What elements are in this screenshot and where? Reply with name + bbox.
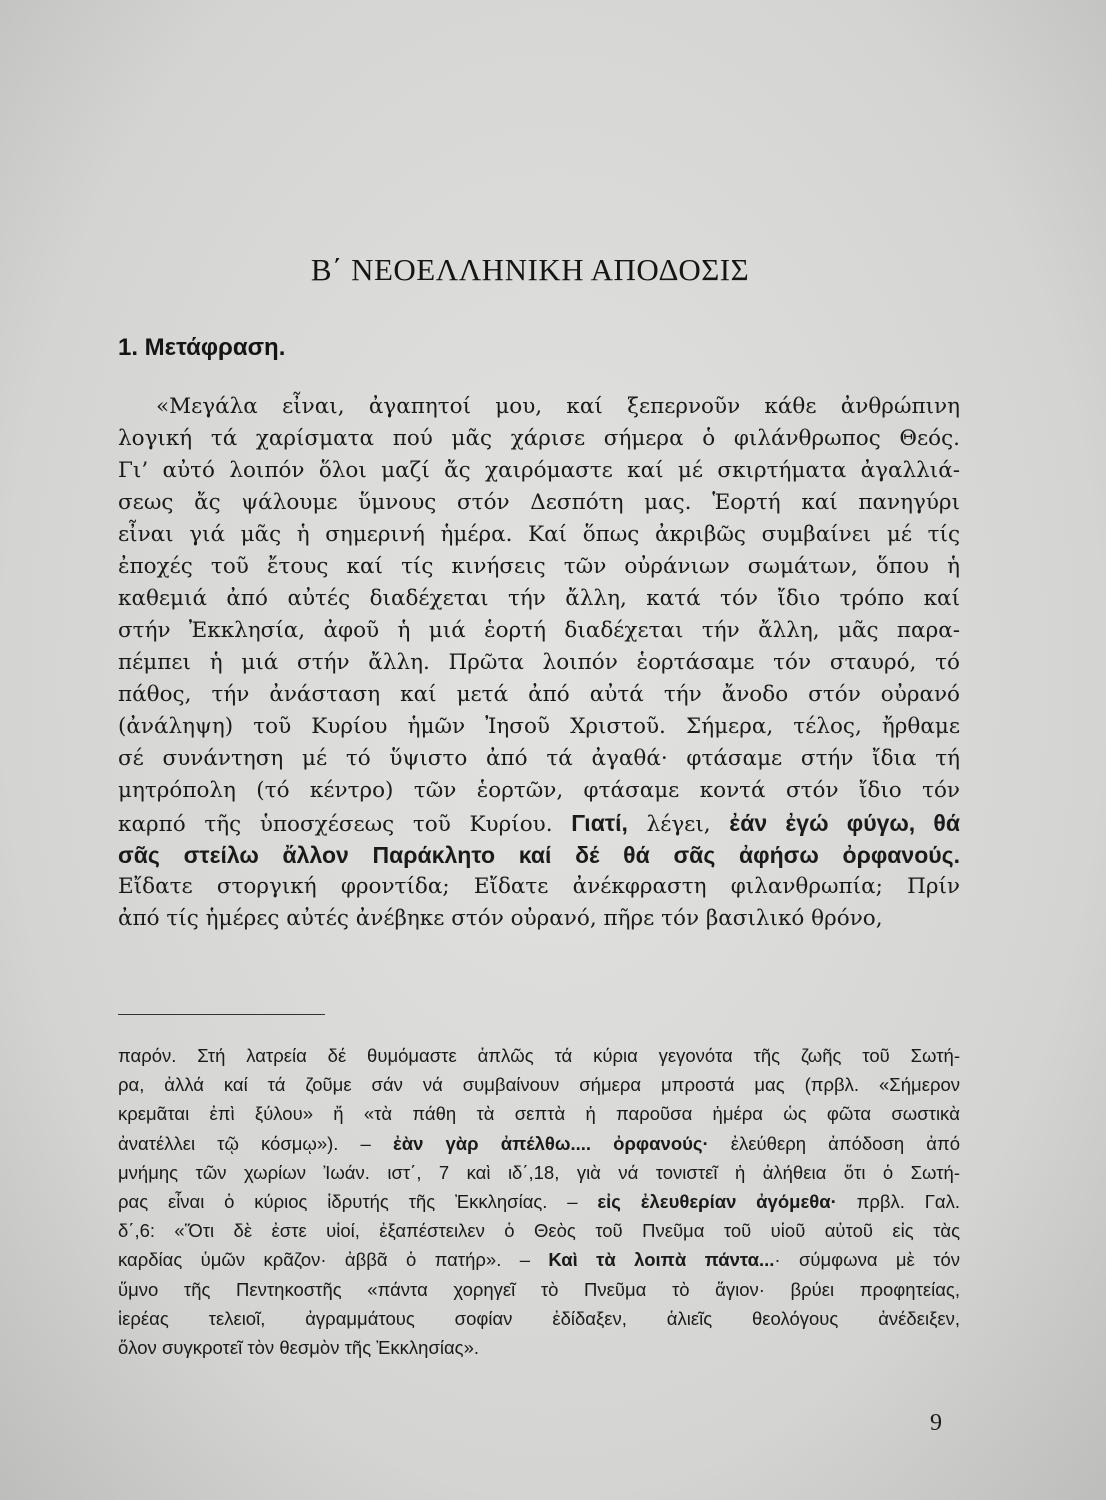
text-line [118,487,960,519]
text-line [118,455,960,487]
text-segment: μνήμης τῶν χωρίων Ἰωάν. ιστ΄, 7 καὶ ιδ΄,18, γιὰ νά τονιστεῖ ἡ ἀλήθεια ὅτι ὁ Σωτή- [118,1161,960,1183]
footnote-line [118,1158,960,1187]
footnote-line [118,1333,960,1362]
text-segment: (ἀνάληψη) τοῦ Κυρίου ἡμῶν Ἰησοῦ Χριστοῦ. Σήμερα, τέλος, ἤρθαμε [118,714,960,739]
footnote-line [118,1245,960,1274]
footnote-line [118,1187,960,1216]
text-segment: ρας εἶναι ὁ κύριος ἱδρυτής τῆς Ἐκκλησίας. – [118,1190,598,1212]
text-line [118,423,960,455]
text-segment: ρα, ἀλλά καί τά ζοῦμε σάν νά συμβαίνουν σήμερα μπροστά μας (πρβλ. «Σήμερον [118,1074,960,1096]
text-segment: λέγει, [627,812,730,837]
text-line [118,743,960,775]
text-segment: λογική τά χαρίσματα πού μᾶς χάρισε σήμερα ὁ φιλάνθρωπος Θεός. [118,426,960,451]
text-line [118,647,960,679]
text-segment: στήν Ἐκκλησία, ἀφοῦ ἡ μιά ἑορτή διαδέχεται τήν ἄλλη, μᾶς παρα- [118,618,960,643]
text-line [118,551,960,583]
text-segment: ἀνατέλλει τῷ κόσμῳ»). – [118,1132,393,1154]
text-segment: «Μεγάλα εἶναι, ἀγαπητοί μου, καί ξεπερνοῦν κάθε ἀνθρώπινη [156,394,960,419]
text-segment: μητρόπολη (τό κέντρο) τῶν ἑορτῶν, φτάσαμε κοντά στόν ἴδιο τόν [118,778,960,803]
text-line [118,711,960,743]
footnote-line [118,1216,960,1245]
text-line [118,903,960,935]
footnote-divider [118,1014,325,1015]
footnote-line [118,1275,960,1304]
bold-quote: σᾶς στείλω ἄλλον Παράκλητο καί δέ θά σᾶς ἀφήσω ὀρφανούς. [118,842,960,868]
text-line [118,615,960,647]
text-line [118,839,960,871]
text-line [118,807,960,839]
text-segment: Εἴδατε στοργική φροντίδα; Εἴδατε ἀνέκφραστη φιλανθρωπία; Πρίν [118,874,960,899]
text-segment: καθεμιά ἀπό αὐτές διαδέχεται τήν ἄλλη, κατά τόν ἴδιο τρόπο καί [118,586,960,611]
bold-quote: ἐάν ἐγώ φύγω, θά [729,810,960,836]
text-segment: παρόν. Στή λατρεία δέ θυμόμαστε ἁπλῶς τά κύρια γεγονότα τῆς ζωῆς τοῦ Σωτή- [118,1045,960,1066]
footnote-line [118,1304,960,1333]
text-segment: ἱερέας τελειοῖ, ἀγραμμάτους σοφίαν ἐδίδαξεν, ἁλιεῖς θεολόγους ἀνέδειξεν, [118,1307,960,1329]
footnote-line [118,1099,960,1128]
footnote-line [118,1041,960,1070]
text-line [118,775,960,807]
text-line [118,679,960,711]
text-segment: ὕμνο τῆς Πεντηκοστῆς «πάντα χορηγεῖ τὸ Πνεῦμα τὸ ἅγιον· βρύει προφητείας, [118,1278,960,1300]
text-segment: καρπό τῆς ὑποσχέσεως τοῦ Κυρίου. [118,812,572,837]
footnote-line [118,1129,960,1158]
footnote-line [118,1070,960,1099]
footnotes [118,1041,960,1362]
text-segment: κρεμᾶται ἐπὶ ξύλου» ἤ «τὰ πάθη τὰ σεπτὰ ἡ παροῦσα ἡμέρα ὡς φῶτα σωστικὰ [118,1103,960,1125]
bold-quote: εἰς ἐλευθερίαν ἀγόμεθα· [597,1190,837,1212]
main-text [118,391,960,935]
text-segment: καρδίας ὑμῶν κρᾶζον· ἀββᾶ ὁ πατήρ». – [118,1249,549,1271]
text-line [118,583,960,615]
text-segment: ἀπό τίς ἡμέρες αὐτές ἀνέβηκε στόν οὐρανό, πῆρε τόν βασιλικό θρόνο, [118,906,883,931]
text-segment: πάθος, τήν ἀνάσταση καί μετά ἀπό αὐτά τήν ἄνοδο στόν οὐρανό [118,682,960,707]
text-segment: ἐποχές τοῦ ἔτους καί τίς κινήσεις τῶν οὐράνιων σωμάτων, ὅπου ἡ [118,554,960,579]
text-segment: εἶναι γιά μᾶς ἡ σημερινή ἡμέρα. Καί ὅπως ἀκριβῶς συμβαίνει μέ τίς [118,522,960,547]
text-segment: πρβλ. Γαλ. [836,1190,960,1212]
section-title: Β΄ ΝΕΟΕΛΛΗΝΙΚΗ ΑΠΟΔΟΣΙΣ [310,252,750,287]
text-segment: σεως ἄς ψάλουμε ὕμνους στόν Δεσπότη μας. Ἑορτή καί πανηγύρι [118,490,960,515]
text-line [118,519,960,551]
text-segment: ὅλον συγκροτεῖ τὸν θεσμὸν τῆς Ἐκκλησίας». [118,1336,480,1358]
text-segment: δ΄,6: «Ὅτι δὲ ἐστε υἱοί, ἐξαπέστειλεν ὁ Θεὸς τοῦ Πνεῦμα τοῦ υἱοῦ αὐτοῦ εἰς τὰς [118,1220,960,1242]
text-segment: πέμπει ἡ μιά στήν ἄλλη. Πρῶτα λοιπόν ἑορτάσαμε τόν σταυρό, τό [118,650,960,675]
text-segment: · σύμφωνα μὲ τόν [774,1249,961,1271]
text-segment: σέ συνάντηση μέ τό ὕψιστο ἀπό τά ἀγαθά· φτάσαμε στήν ἴδια τή [118,746,960,771]
text-segment: Γι’ αὐτό λοιπόν ὅλοι μαζί ἄς χαιρόμαστε καί μέ σκιρτήματα ἀγαλλιά- [118,458,960,483]
text-line [118,391,960,423]
bold-quote: ἐὰν γὰρ ἀπέλθω.... ὀρφανούς· [392,1132,709,1154]
text-line [118,871,960,903]
text-segment: ἐλεύθερη ἀπόδοση ἀπό [708,1132,961,1154]
bold-quote: Γιατί, [571,810,628,836]
subsection-heading: 1. Μετάφραση. [118,334,286,361]
bold-quote: Καὶ τὰ λοιπὰ πάντα... [548,1249,775,1271]
page-number: 9 [930,1410,942,1436]
